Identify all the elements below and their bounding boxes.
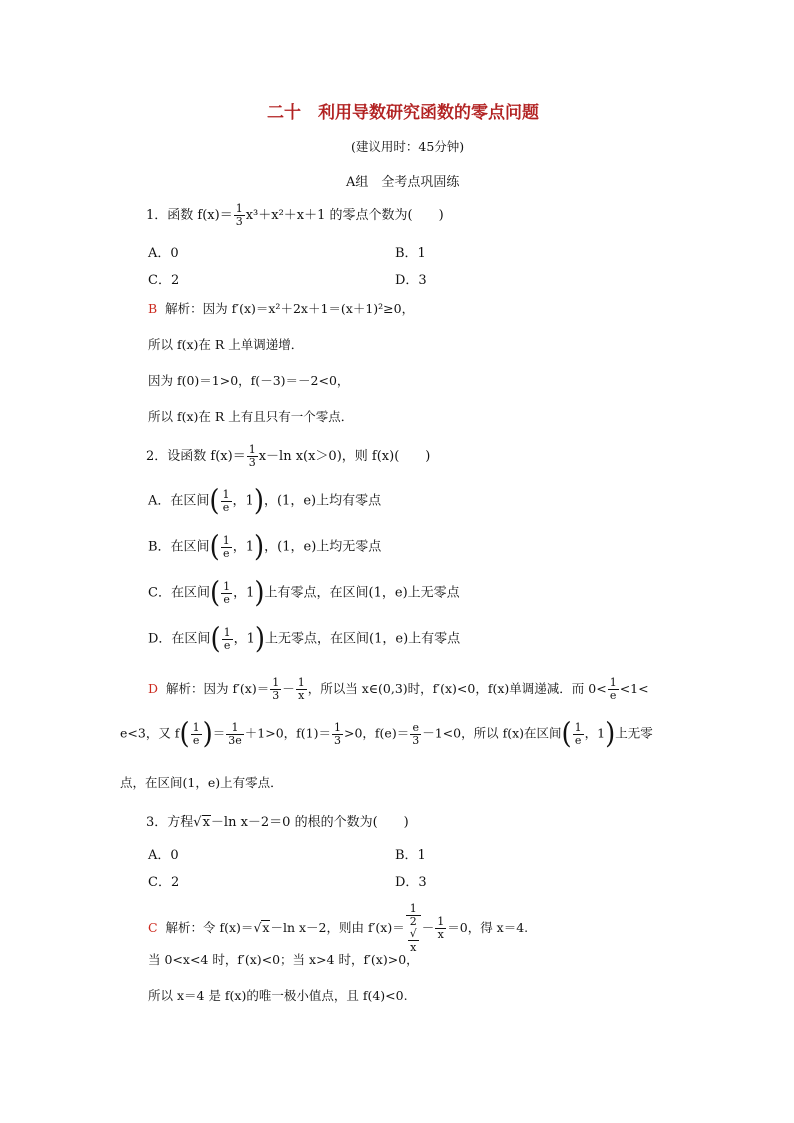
time-note: (建议用时：45分钟): [351, 139, 465, 154]
q3-ans-l1-sqrt: x: [262, 920, 270, 935]
q3-ans-l1-frac-2: [435, 916, 446, 941]
q2-opt-a-right: ，1: [232, 493, 254, 509]
q3-ans-l1-minus: －: [421, 920, 435, 935]
q2-ans-l2-interval: [573, 722, 584, 747]
q2-prefix: 2．设函数 f(x)＝: [146, 449, 246, 464]
q3-option-d: D．3: [395, 875, 427, 890]
q2-option-b: B．在区间( $\frac{1}{e}$ ，1)，(1，e)上均无零点: [148, 530, 382, 564]
q2-frac-den: 3: [248, 456, 256, 469]
q3-ans-l1-f1d: 2 √ x: [409, 915, 417, 954]
q3-option-b: B．1: [395, 848, 426, 863]
q2-opt-d-num: 1: [223, 625, 231, 639]
q2-opt-d-pre: D．在区间: [148, 631, 211, 647]
q2-opt-a-post: ，(1，e)上均有零点: [263, 493, 382, 509]
q2-ans-l2-c: >0，f(e)＝: [344, 725, 410, 741]
q2-suffix: x－ln x(x＞0)，则 f(x)( ): [258, 449, 431, 464]
q2-ans-l2-arg-den: e: [192, 733, 200, 747]
q2-opt-a-den: e: [222, 500, 230, 514]
q1-answer-line-3: 因为 f(0)＝1>0，f(－3)＝－2<0，: [148, 373, 350, 388]
q3-ans-l1-frac-1: [406, 903, 421, 954]
q3-ans-l1-f1d-sqrt: x: [408, 940, 419, 954]
q2-ans-l2-b: ＋1>0，f(1)＝: [244, 725, 331, 741]
q2-ans-l1-frac-1: [270, 677, 281, 702]
q2-ans-l2-arg: [191, 722, 202, 747]
q3-ans-l1-f2d: x: [437, 928, 444, 941]
q3-ans-l1-b: －ln x－2，则由 f′(x)＝: [270, 920, 405, 935]
q2-opt-b-frac: [221, 535, 232, 560]
q2-ans-l2-arg-num: 1: [192, 720, 200, 734]
q2-opt-d-post: 上无零点，在区间(1，e)上有零点: [265, 631, 461, 647]
q2-ans-l2-a: e<3，又 f: [120, 725, 180, 741]
question-2: [146, 444, 430, 469]
q2-opt-d-frac: [222, 627, 233, 652]
q3-answer-line-2: 当 0<x<4 时，f′(x)<0；当 x>4 时，f′(x)>0，: [148, 952, 419, 967]
q2-ans-l2-f1n: 1: [226, 722, 244, 735]
q3-ans-l1-f1d-pre: 2: [409, 915, 417, 928]
q2-ans-l2-f3d: 3: [412, 733, 420, 747]
q2-option-d: D．在区间( $\frac{1}{e}$ ，1)上无零点，在区间(1，e)上有零点: [148, 622, 461, 656]
q2-ans-l1-f3n: 1: [609, 676, 617, 689]
q1-option-c: C．2: [148, 273, 180, 288]
q2-ans-l2-d: －1<0，所以 f(x)在区间: [422, 725, 562, 741]
q2-ans-l1-b: ，所以当 x∈(0,3)时，f′(x)<0，f(x)单调递减．而 0<: [307, 681, 607, 696]
q2-fraction: [247, 444, 258, 469]
q3-answer-line-3: 所以 x＝4 是 f(x)的唯一极小值点，且 f(4)<0.: [148, 988, 408, 1003]
q2-ans-l2-f3n: e: [410, 722, 421, 735]
q2-opt-c-post: 上有零点，在区间(1，e)上无零点: [264, 585, 460, 601]
q2-ans-l2-f2n: 1: [334, 720, 341, 734]
q2-ans-l2-int-num: 1: [574, 720, 582, 734]
q2-ans-l1-c: <1<: [619, 681, 649, 696]
q2-opt-b-den: e: [222, 546, 230, 560]
q2-opt-a-pre: A．在区间: [148, 493, 210, 509]
q1-frac-den: 3: [235, 215, 243, 228]
q3-answer-line-1: C 解析：令 f(x)＝√x－ln x－2，则由 f′(x)＝ 1 2 √ x － $\frac{1}{x}$ ＝0，得 x＝4.: [148, 902, 529, 954]
q3-prefix: 3．方程: [146, 815, 194, 830]
q2-opt-a-frac: [221, 489, 232, 514]
q2-opt-d-den: e: [223, 638, 231, 652]
q2-ans-l2-f1d: 3e: [228, 733, 242, 747]
q2-ans-l2-e: 上无零: [615, 725, 653, 741]
q1-option-a: A．0: [148, 246, 179, 261]
q2-ans-l1-f1n: 1: [272, 676, 280, 689]
q3-ans-l1-a: 解析：令 f(x)＝: [165, 920, 254, 935]
q1-answer-line-1: [148, 299, 414, 317]
question-3: 3．方程√x－ln x－2＝0 的根的个数为( ): [146, 815, 409, 830]
q3-ans-l1-c: ＝0，得 x＝4.: [447, 920, 529, 935]
q1-answer-letter: B: [148, 301, 158, 316]
q2-ans-l1-f3d: e: [609, 689, 617, 702]
q2-opt-c-frac: [221, 581, 232, 606]
q3-option-a: A．0: [148, 848, 179, 863]
q3-ans-l1-f1n: 1: [406, 903, 421, 916]
q1-answer-text-1: 解析：因为 f′(x)＝x²＋2x＋1＝(x＋1)²≥0，: [165, 301, 415, 316]
q2-opt-d-right: ，1: [233, 631, 255, 647]
q2-opt-c-pre: C．在区间: [148, 585, 210, 601]
group-heading: A组 全考点巩固练: [346, 175, 460, 190]
q2-ans-l1-f2n: 1: [297, 676, 305, 689]
q2-option-c: C．在区间( $\frac{1}{e}$ ，1)上有零点，在区间(1，e)上无零点: [148, 576, 460, 610]
q1-fraction: [234, 203, 245, 228]
q2-opt-c-den: e: [223, 592, 230, 606]
q2-ans-l1-f1d: 3: [272, 689, 280, 702]
q3-answer-letter: C: [148, 920, 158, 935]
q1-option-d: D．3: [395, 273, 427, 288]
q2-ans-l1-frac-3: [608, 677, 619, 702]
q1-option-b: B．1: [395, 246, 426, 261]
page-title: 二十 利用导数研究函数的零点问题: [267, 103, 539, 123]
q2-option-a: A．在区间( $\frac{1}{e}$ ，1)，(1，e)上均有零点: [148, 484, 382, 518]
q2-ans-l2-frac-3: [410, 722, 421, 747]
q3-sqrt: x: [202, 815, 210, 830]
q1-prefix: 1．函数 f(x)＝: [146, 208, 233, 223]
question-1: [146, 203, 444, 228]
q3-option-c: C．2: [148, 875, 180, 890]
q2-answer-line-3: 点，在区间(1，e)上有零点．: [120, 775, 283, 790]
q2-ans-l2-f2d: 3: [334, 733, 341, 747]
q2-answer-letter: D: [148, 681, 159, 696]
q2-ans-l1-frac-2: [296, 677, 307, 702]
q2-ans-l1-f2d: x: [298, 689, 305, 702]
q3-suffix: －ln x－2＝0 的根的个数为( ): [210, 815, 409, 830]
q2-ans-l2-int-right: ，1: [584, 725, 606, 741]
q2-ans-l1-minus: －: [282, 681, 295, 696]
q2-opt-c-right: ，1: [233, 585, 255, 601]
q2-opt-b-pre: B．在区间: [148, 539, 210, 555]
q2-opt-c-num: 1: [223, 579, 231, 593]
q1-frac-num: 1: [235, 202, 243, 215]
q2-opt-a-num: 1: [222, 487, 230, 501]
q1-suffix: x³＋x²＋x＋1 的零点个数为( ): [245, 208, 444, 223]
q3-ans-l1-f2n: 1: [437, 915, 445, 928]
q2-ans-l2-int-den: e: [574, 733, 582, 747]
q2-answer-line-2: e<3，又 f( $\frac{1}{e}$ )＝ $\frac{1}{3e}$ ＋1>0，f(1)＝ $\frac{1}{3}$ >0，f(e)＝ $\frac{e}{3}$ －1<0，所以 f(x)在区间( $\frac{1}{e}$ ，1)上无零: [120, 717, 653, 751]
q2-ans-l1-a: 解析：因为 f′(x)＝: [165, 681, 270, 696]
q1-answer-line-4: 所以 f(x)在 R 上有且只有一个零点．: [148, 409, 354, 424]
q2-opt-b-num: 1: [222, 533, 230, 547]
q2-ans-l2-frac-2: [332, 722, 343, 747]
q2-answer-line-1: [148, 677, 649, 702]
q2-opt-b-right: ，1: [232, 539, 254, 555]
q2-frac-num: 1: [248, 443, 256, 456]
q1-answer-line-2: 所以 f(x)在 R 上单调递增．: [148, 337, 304, 352]
q2-ans-l2-eq: ＝: [212, 725, 226, 741]
q2-opt-b-post: ，(1，e)上均无零点: [264, 539, 382, 555]
q2-ans-l2-frac-1: [226, 722, 244, 747]
